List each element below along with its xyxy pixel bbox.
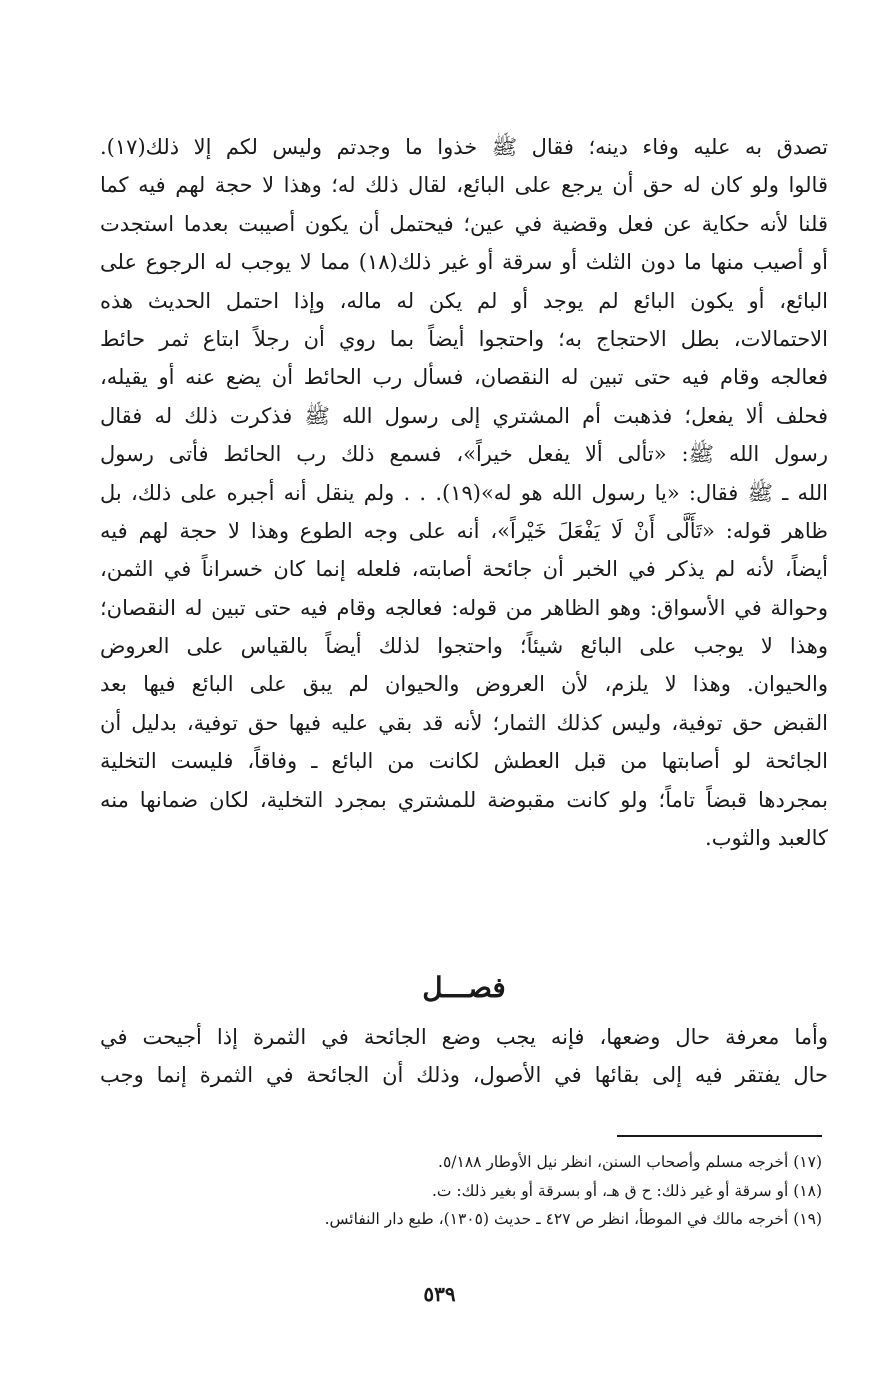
body-line: البائع، أو يكون البائع لم يوجد أو لم يكن له ماله، وإذا احتمل الحديث هذه [100, 288, 828, 313]
body-line: الجائحة لو أصابتها من قبل العطش لكانت من البائع ـ وفاقاً، فليست التخلية [100, 749, 828, 774]
section-line: وأما معرفة حال وضعها، فإنه يجب وضع الجائحة في الثمرة إذا أجيحت في [100, 1025, 828, 1049]
body-line: وحوالة في الأسواق: وهو الظاهر من قوله: فعالجه وقام فيه حتى تبين له النقصان؛ [100, 595, 828, 620]
body-line: تصدق به عليه وفاء دينه؛ فقال ﷺ خذوا ما وجدتم وليس لكم إلا ذلك(١٧). [100, 135, 828, 159]
body-line: فحلف ألا يفعل؛ فذهبت أم المشتري إلى رسول الله ﷺ فذكرت ذلك له فقال [100, 403, 828, 428]
body-line: أيضاً، لأنه لم يذكر في الخبر أن جائحة أصابته، فلعله إنما كان خسراناً في الثمن، [100, 557, 828, 582]
page-number: ٥٣٩ [423, 1282, 456, 1306]
body-line: بمجردها قبضاً تاماً؛ ولو كانت مقبوضة للمشتري بمجرد التخلية، لكان ضمانها منه [100, 787, 828, 812]
body-line: أو أصيب منها ما دون الثلث أو سرقة أو غير ذلك(١٨) مما لا يوجب له الرجوع على [100, 250, 828, 275]
section-line: حال يفتقر فيه إلى بقائها في الأصول، وذلك أن الجائحة في الثمرة إنما وجب [100, 1063, 828, 1088]
body-line: والحيوان. وهذا لا يلزم، لأن العروض والحيوان لم يبق على البائع فيها بعد [100, 672, 828, 697]
body-line: الله ـ ﷺ فقال: «يا رسول الله هو له»(١٩). . . ولم ينقل أنه أجبره على ذلك، بل [100, 480, 828, 505]
body-line: رسول الله ﷺ: «تألى ألا يفعل خيراً»، فسمع ذلك رب الحائط فأتى رسول [100, 442, 828, 467]
footnote-divider [617, 1135, 822, 1137]
section-text [100, 1018, 828, 1095]
section-heading: فصـــل [422, 971, 506, 1004]
footnote: (١٩) أخرجه مالك في الموطأ، انظر ص ٤٢٧ ـ حديث (١٣٠٥)، طبع دار النفائس. [324, 1210, 822, 1228]
body-line: ظاهر قوله: «تَأَلَّى أَنْ لَا يَفْعَلَ خَيْراً»، أنه على وجه الطوع وهذا لا حجة لهم فيه [100, 518, 828, 543]
body-line: قلنا لأنه حكاية عن فعل وقضية في عين؛ فيحتمل أن يكون أصيبت بعدما استجدت [100, 211, 828, 236]
body-text [100, 128, 828, 857]
body-line: قالوا ولو كان له حق أن يرجع على البائع، لقال ذلك له؛ وهذا لا حجة لهم فيه كما [100, 173, 828, 198]
footnote: (١٨) أو سرقة أو غير ذلك: ح ق هـ، أو بسرقة أو بغير ذلك: ت. [431, 1181, 822, 1200]
footnotes [94, 1148, 822, 1234]
body-line: القبض حق توفية، وليس كذلك الثمار؛ لأنه قد بقي عليه فيها حق توفية، بدليل أن [100, 710, 828, 735]
body-line: الاحتمالات، بطل الاحتجاج به؛ واحتجوا أيضاً بما روي أن رجلاً ابتاع ثمر حائط [100, 326, 828, 351]
body-line: وهذا لا يوجب على البائع شيئاً؛ واحتجوا لذلك أيضاً بالقياس على العروض [100, 634, 828, 659]
body-line: كالعبد والثوب. [705, 826, 828, 851]
footnote: (١٧) أخرجه مسلم وأصحاب السنن، انظر نيل الأوطار ٥/١٨٨. [438, 1153, 822, 1171]
body-line: فعالجه وقام فيه حتى تبين له النقصان، فسأل رب الحائط أن يضع عنه أو يقيله، [100, 365, 828, 390]
